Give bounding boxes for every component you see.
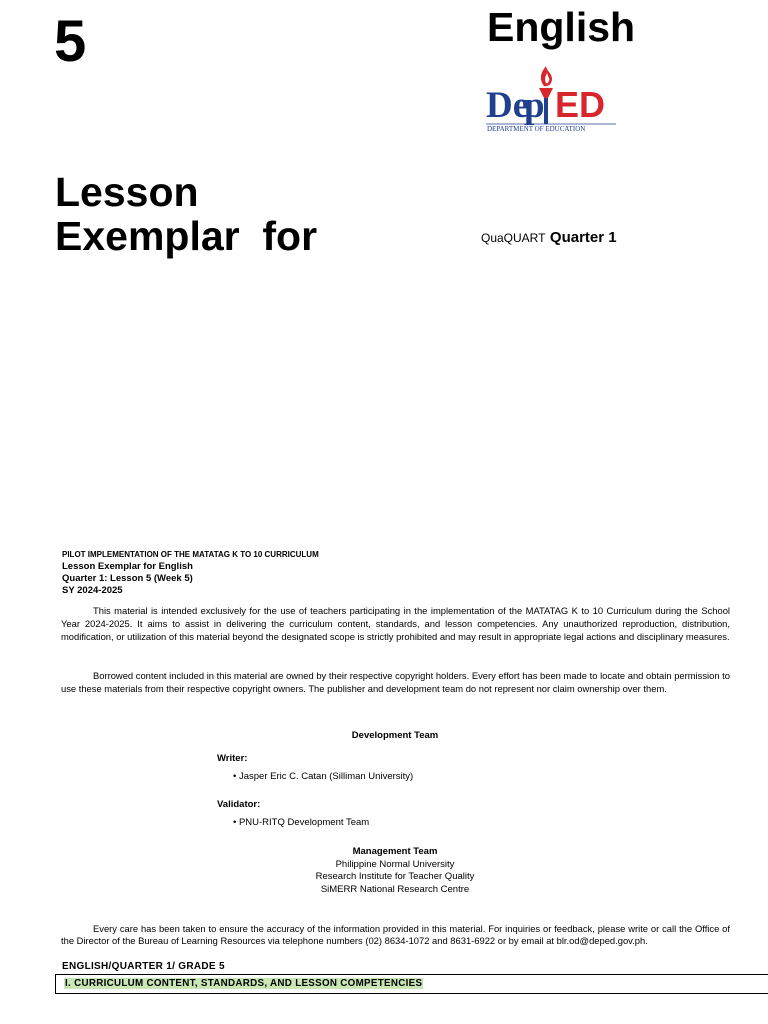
inquiries-paragraph: [61, 923, 730, 947]
meta-quarter-lesson: Quarter 1: Lesson 5 (Week 5): [62, 573, 193, 584]
grade-number: 5: [54, 9, 87, 74]
pilot-heading: PILOT IMPLEMENTATION OF THE MATATAG K TO 10 CURRICULUM: [62, 550, 319, 559]
title-line-2: Exemplar for: [55, 213, 318, 259]
section-title: I. CURRICULUM CONTENT, STANDARDS, AND LESSON COMPETENCIES: [65, 978, 423, 989]
section-header-box: [55, 974, 768, 994]
logo-letters-dep: De: [486, 85, 530, 126]
logo-letters-ed: ED: [555, 84, 606, 125]
svg-text:p: p: [524, 85, 545, 126]
logo-subtext: DEPARTMENT OF EDUCATION: [487, 125, 586, 133]
quarter-label: [481, 229, 617, 247]
development-team-heading: Development Team: [351, 730, 439, 741]
grade-footer-label: ENGLISH/QUARTER 1/ GRADE 5: [62, 961, 225, 972]
quarter-value: Quarter 1: [549, 229, 617, 246]
validator-label: Validator:: [217, 799, 261, 810]
management-line-3: SiMERR National Research Centre: [320, 883, 470, 895]
writer-name: • Jasper Eric C. Catan (Silliman University): [233, 771, 414, 782]
meta-lesson-title: Lesson Exemplar for English: [62, 561, 193, 572]
meta-school-year: SY 2024-2025: [62, 585, 123, 596]
validator-name: • PNU-RITQ Development Team: [233, 817, 370, 828]
subject-title: English: [487, 4, 636, 50]
management-line-2: Research Institute for Teacher Quality: [315, 871, 475, 882]
writer-label: Writer:: [217, 753, 248, 764]
deped-logo: [486, 64, 618, 134]
quarter-prefix: QuaQUART: [481, 231, 546, 245]
usage-notice-text: This material is intended exclusively for the use of teachers participating in the implementation of the MATATAG K to 10 Curriculum during the School Year 2024-2025. It aims to assist in delivering the curriculum content, standards, and lesson competencies. Any unauthorized reproduction, distribution, modification, or utilization of this material beyond the designated scope is strictly prohibited and may result in appropriate legal actions and disciplinary measures.: [61, 605, 730, 642]
management-team-heading: Management Team: [352, 846, 438, 857]
management-team: [0, 846, 768, 896]
copyright-paragraph: [61, 669, 730, 695]
title-line-1: Lesson: [55, 169, 199, 215]
copyright-text: Borrowed content included in this material are owned by their respective copyright holders. Every effort has been made to locate and obtain permission to use these materials from their respective copyright owners. The publisher and development team do not represent nor claim ownership over them.: [61, 670, 730, 694]
inquiries-text: Every care has been taken to ensure the accuracy of the information provided in this material. For inquiries or feedback, please write or call the Office of the Director of the Bureau of Learning Resources via telephone numbers (02) 8634-1072 and 8631-6922 or by email at blr.od@deped.gov.ph.: [61, 923, 730, 946]
usage-notice-paragraph: [61, 604, 730, 643]
document-meta: [62, 549, 319, 597]
lesson-title: [55, 170, 317, 258]
management-line-1: Philippine Normal University: [335, 858, 455, 870]
